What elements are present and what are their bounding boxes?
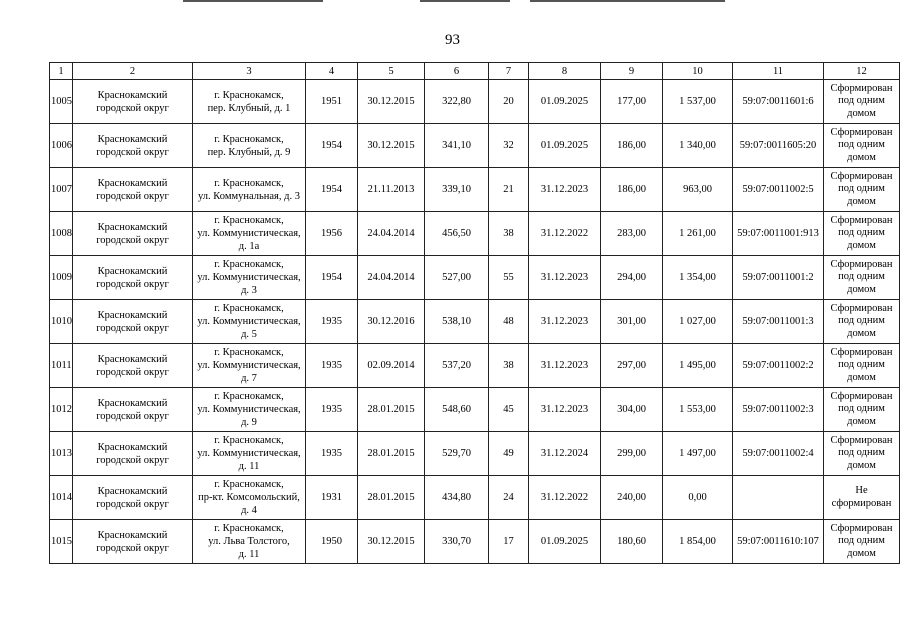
address-line: д. 4 (241, 505, 257, 516)
deadline-cell: 01.09.2025 (529, 520, 601, 564)
column-header: 12 (824, 63, 900, 80)
deadline-cell: 31.12.2022 (529, 476, 601, 520)
value-cell: 1 495,00 (663, 344, 733, 388)
top-scan-rule-right (530, 0, 725, 2)
year-cell: 1950 (306, 520, 358, 564)
address-line: г. Краснокамск, (214, 215, 284, 226)
area-cell: 538,10 (425, 300, 489, 344)
land-status-cell: Сформирован под одним домом (824, 80, 900, 124)
cadastral-number-cell: 59:07:0011001:3 (733, 300, 824, 344)
address-cell (193, 256, 306, 300)
land-status-cell: Сформирован под одним домом (824, 388, 900, 432)
deadline-cell: 31.12.2023 (529, 344, 601, 388)
cadastral-number-cell: 59:07:0011002:5 (733, 168, 824, 212)
row-number: 1008 (50, 212, 73, 256)
address-cell (193, 124, 306, 168)
district-cell: Краснокамский городской округ (73, 432, 193, 476)
date-cell: 28.01.2015 (358, 432, 425, 476)
address-line: г. Краснокамск, (214, 523, 284, 534)
district-cell: Краснокамский городской округ (73, 476, 193, 520)
area-cell: 341,10 (425, 124, 489, 168)
area-cell: 548,60 (425, 388, 489, 432)
year-cell: 1931 (306, 476, 358, 520)
district-cell: Краснокамский городской округ (73, 80, 193, 124)
column-header: 9 (601, 63, 663, 80)
area-cell: 456,50 (425, 212, 489, 256)
cadastral-number-cell: 59:07:0011610:107 (733, 520, 824, 564)
land-status-cell: Не сформирован (824, 476, 900, 520)
value-cell: 240,00 (601, 476, 663, 520)
column-header: 5 (358, 63, 425, 80)
deadline-cell: 31.12.2023 (529, 256, 601, 300)
row-number: 1013 (50, 432, 73, 476)
deadline-cell: 01.09.2025 (529, 80, 601, 124)
area-cell: 529,70 (425, 432, 489, 476)
year-cell: 1954 (306, 124, 358, 168)
land-status-cell: Сформирован под одним домом (824, 520, 900, 564)
land-status-cell: Сформирован под одним домом (824, 432, 900, 476)
column-header: 3 (193, 63, 306, 80)
address-line: пр-кт. Комсомольский, (198, 492, 300, 503)
address-cell (193, 344, 306, 388)
district-cell: Краснокамский городской округ (73, 300, 193, 344)
address-line: ул. Коммунистическая, (197, 316, 301, 327)
table-row (50, 124, 900, 168)
district-cell: Краснокамский городской округ (73, 124, 193, 168)
column-header: 1 (50, 63, 73, 80)
land-status-cell: Сформирован под одним домом (824, 168, 900, 212)
land-status-cell: Сформирован под одним домом (824, 256, 900, 300)
value-cell: 1 261,00 (663, 212, 733, 256)
count-cell: 24 (489, 476, 529, 520)
date-cell: 30.12.2015 (358, 80, 425, 124)
area-cell: 322,80 (425, 80, 489, 124)
value-cell: 1 553,00 (663, 388, 733, 432)
date-cell: 28.01.2015 (358, 388, 425, 432)
date-cell: 02.09.2014 (358, 344, 425, 388)
date-cell: 30.12.2015 (358, 124, 425, 168)
value-cell: 294,00 (601, 256, 663, 300)
table-row (50, 344, 900, 388)
district-cell: Краснокамский городской округ (73, 256, 193, 300)
value-cell: 186,00 (601, 124, 663, 168)
cadastral-number-cell: 59:07:0011002:4 (733, 432, 824, 476)
cadastral-number-cell: 59:07:0011001:2 (733, 256, 824, 300)
address-line: ул. Коммунистическая, (197, 228, 301, 239)
year-cell: 1935 (306, 344, 358, 388)
date-cell: 30.12.2016 (358, 300, 425, 344)
area-cell: 537,20 (425, 344, 489, 388)
value-cell: 283,00 (601, 212, 663, 256)
land-status-cell: Сформирован под одним домом (824, 212, 900, 256)
count-cell: 55 (489, 256, 529, 300)
value-cell: 963,00 (663, 168, 733, 212)
year-cell: 1935 (306, 300, 358, 344)
count-cell: 49 (489, 432, 529, 476)
address-cell (193, 212, 306, 256)
address-line: ул. Коммунистическая, (197, 272, 301, 283)
address-line: г. Краснокамск, (214, 89, 284, 101)
count-cell: 45 (489, 388, 529, 432)
address-cell (193, 388, 306, 432)
address-line: ул. Коммунальная, д. 3 (198, 190, 300, 202)
land-status-cell: Сформирован под одним домом (824, 344, 900, 388)
column-header: 4 (306, 63, 358, 80)
value-cell: 186,00 (601, 168, 663, 212)
address-line: г. Краснокамск, (214, 391, 284, 402)
date-cell: 28.01.2015 (358, 476, 425, 520)
district-cell: Краснокамский городской округ (73, 388, 193, 432)
value-cell: 1 340,00 (663, 124, 733, 168)
address-line: д. 3 (241, 285, 257, 296)
district-cell: Краснокамский городской округ (73, 344, 193, 388)
date-cell: 24.04.2014 (358, 256, 425, 300)
year-cell: 1954 (306, 256, 358, 300)
count-cell: 17 (489, 520, 529, 564)
count-cell: 32 (489, 124, 529, 168)
address-cell (193, 432, 306, 476)
table-row (50, 476, 900, 520)
value-cell: 304,00 (601, 388, 663, 432)
address-line: пер. Клубный, д. 9 (207, 146, 291, 158)
address-cell (193, 168, 306, 212)
top-scan-rule-mid (420, 0, 510, 2)
district-cell: Краснокамский городской округ (73, 168, 193, 212)
row-number: 1011 (50, 344, 73, 388)
cadastral-number-cell: 59:07:0011002:2 (733, 344, 824, 388)
address-line: д. 7 (241, 373, 257, 384)
row-number: 1007 (50, 168, 73, 212)
address-cell (193, 80, 306, 124)
address-line: г. Краснокамск, (214, 259, 284, 270)
address-line: д. 11 (238, 461, 260, 472)
year-cell: 1956 (306, 212, 358, 256)
column-number-row (50, 63, 900, 80)
column-header: 6 (425, 63, 489, 80)
table-row (50, 300, 900, 344)
address-line: ул. Коммунистическая, (197, 360, 301, 371)
row-number: 1010 (50, 300, 73, 344)
row-number: 1012 (50, 388, 73, 432)
table-row (50, 520, 900, 564)
cadastral-number-cell: 59:07:0011601:6 (733, 80, 824, 124)
table-row (50, 256, 900, 300)
cadastral-number-cell: 59:07:0011001:913 (733, 212, 824, 256)
column-header: 7 (489, 63, 529, 80)
area-cell: 330,70 (425, 520, 489, 564)
deadline-cell: 31.12.2023 (529, 168, 601, 212)
cadastral-number-cell: 59:07:0011002:3 (733, 388, 824, 432)
address-line: д. 5 (241, 329, 257, 340)
value-cell: 301,00 (601, 300, 663, 344)
address-line: г. Краснокамск, (214, 435, 284, 446)
date-cell: 30.12.2015 (358, 520, 425, 564)
value-cell: 0,00 (663, 476, 733, 520)
deadline-cell: 01.09.2025 (529, 124, 601, 168)
value-cell: 297,00 (601, 344, 663, 388)
count-cell: 38 (489, 344, 529, 388)
district-cell: Краснокамский городской округ (73, 520, 193, 564)
column-header: 11 (733, 63, 824, 80)
count-cell: 20 (489, 80, 529, 124)
cadastral-number-cell: 59:07:0011605:20 (733, 124, 824, 168)
deadline-cell: 31.12.2024 (529, 432, 601, 476)
address-line: д. 11 (238, 549, 260, 560)
address-line: г. Краснокамск, (214, 133, 284, 145)
value-cell: 180,60 (601, 520, 663, 564)
year-cell: 1951 (306, 80, 358, 124)
value-cell: 1 497,00 (663, 432, 733, 476)
value-cell: 177,00 (601, 80, 663, 124)
land-status-cell: Сформирован под одним домом (824, 124, 900, 168)
date-cell: 21.11.2013 (358, 168, 425, 212)
area-cell: 339,10 (425, 168, 489, 212)
year-cell: 1954 (306, 168, 358, 212)
district-cell: Краснокамский городской округ (73, 212, 193, 256)
address-line: г. Краснокамск, (214, 177, 284, 189)
address-line: д. 9 (241, 417, 257, 428)
address-line: г. Краснокамск, (214, 303, 284, 314)
row-number: 1014 (50, 476, 73, 520)
address-line: г. Краснокамск, (214, 479, 284, 490)
table-row (50, 168, 900, 212)
deadline-cell: 31.12.2023 (529, 300, 601, 344)
column-header: 10 (663, 63, 733, 80)
deadline-cell: 31.12.2022 (529, 212, 601, 256)
row-number: 1006 (50, 124, 73, 168)
address-line: г. Краснокамск, (214, 347, 284, 358)
year-cell: 1935 (306, 388, 358, 432)
value-cell: 1 354,00 (663, 256, 733, 300)
cadastral-number-cell (733, 476, 824, 520)
count-cell: 21 (489, 168, 529, 212)
row-number: 1005 (50, 80, 73, 124)
table-row (50, 80, 900, 124)
address-line: ул. Льва Толстого, (208, 536, 290, 547)
value-cell: 1 027,00 (663, 300, 733, 344)
land-status-cell: Сформирован под одним домом (824, 300, 900, 344)
top-scan-rule-left (183, 0, 323, 2)
area-cell: 527,00 (425, 256, 489, 300)
address-line: д. 1а (238, 241, 260, 252)
row-number: 1009 (50, 256, 73, 300)
value-cell: 1 854,00 (663, 520, 733, 564)
column-header: 8 (529, 63, 601, 80)
value-cell: 1 537,00 (663, 80, 733, 124)
table-row (50, 432, 900, 476)
address-line: ул. Коммунистическая, (197, 448, 301, 459)
area-cell: 434,80 (425, 476, 489, 520)
address-line: ул. Коммунистическая, (197, 404, 301, 415)
row-number: 1015 (50, 520, 73, 564)
table-row (50, 388, 900, 432)
address-cell (193, 476, 306, 520)
address-cell (193, 300, 306, 344)
address-cell (193, 520, 306, 564)
column-header: 2 (73, 63, 193, 80)
year-cell: 1935 (306, 432, 358, 476)
date-cell: 24.04.2014 (358, 212, 425, 256)
value-cell: 299,00 (601, 432, 663, 476)
deadline-cell: 31.12.2023 (529, 388, 601, 432)
count-cell: 38 (489, 212, 529, 256)
housing-registry-table (49, 62, 900, 564)
page-number: 93 (445, 32, 460, 48)
table-row (50, 212, 900, 256)
count-cell: 48 (489, 300, 529, 344)
address-line: пер. Клубный, д. 1 (207, 102, 291, 114)
